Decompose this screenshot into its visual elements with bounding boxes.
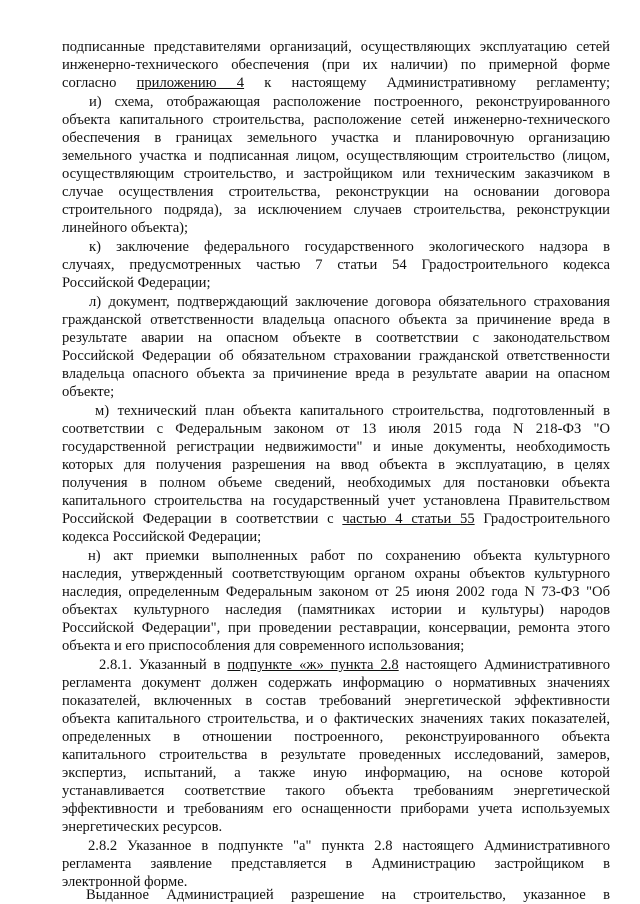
text-line: объектах культурного наследия (памятниках истории и культуры) народов [62,602,610,618]
text-run: Российской Федерации в соответствии с [62,511,343,527]
text-line: регламента документ должен содержать информацию о нормативных значениях [62,675,610,691]
text-line: объекта капитального строительства, расположение сетей инженерно-технического [62,112,610,128]
text-run: к настоящему Административному регламенту; [244,75,610,91]
text-line: определенных в отношении построенного, реконструированного объекта [62,729,610,745]
text-line: Российской Федерации", при проведении реставрации, консервации, ремонта этого [62,620,610,636]
text-line: владельца опасного объекта за причинение вреда в результате аварии на опасном [62,366,610,382]
text-line: наследия, утвержденный соответствующим органом охраны объектов культурного [62,566,610,582]
text-run: Градостроительного [474,511,610,527]
text-line: наследия, определенным Федеральным законом от 25 июня 2002 года N 73-ФЗ "Об [62,584,610,600]
text-line: л) документ, подтверждающий заключение договора обязательного страхования [89,294,610,310]
text-line [99,656,610,674]
text-line: гражданской ответственности владельца опасного объекта за причинение вреда в [62,312,610,328]
text-line: результате аварии на опасном объекте в соответствии с законодательством [62,330,610,346]
text-line: м) технический план объекта капитального строительства, подготовленный в [95,403,610,419]
text-line: государственной регистрации недвижимости" и иные документы, необходимость [62,439,610,455]
text-line: Российской Федерации об обязательном страховании гражданской ответственности [62,348,610,364]
text-line: н) акт приемки выполненных работ по сохранению объекта культурного [88,548,610,564]
text-line: Выданное Администрацией разрешение на строительство, указанное в [86,887,610,903]
text-run: настоящего Административного [398,657,610,673]
text-line: и) схема, отображающая расположение построенного, реконструированного [89,94,610,110]
text-line: получения в полном объеме сведений, необходимых для постановки объекта [62,475,610,491]
text-line: земельного участка и подписанная лицом, осуществляющим строительство (лицом, [62,148,610,164]
text-line: экспертиз, испытаний, а также иную информацию, на основе которой [62,765,610,781]
text-line: Российской Федерации; [62,275,211,291]
text-line [62,510,610,528]
text-line: случае осуществления строительства, реконструкции на основании договора [62,184,610,200]
text-line: объекта и его приспособления для современного использования; [62,638,465,654]
text-run: согласно [62,75,137,91]
text-line: объекта капитального строительства, и о фактических значениях таких показателей, [62,711,610,727]
text-line: объекте; [62,384,115,400]
text-line [62,74,610,92]
text-line: случаях, предусмотренных частью 7 статьи 54 Градостроительного кодекса [62,257,610,273]
subclause-zh-link[interactable]: подпункте «ж» пункта 2.8 [227,657,399,673]
text-line: линейного объекта); [62,220,189,236]
text-line: подписанные представителями организаций, осуществляющих эксплуатацию сетей [62,39,610,55]
text-line: к) заключение федерального государственного экологического надзора в [89,239,610,255]
text-line: инженерно-технического обеспечения (при их наличии) по примерной форме [62,57,610,73]
part-4-article-55-link[interactable]: частью 4 статьи 55 [342,511,475,527]
text-line: соответствии с Федеральным законом от 13 июля 2015 года N 218-ФЗ "О [62,421,610,437]
text-line: которых для получения разрешения на ввод объекта в эксплуатацию, в целях [62,457,610,473]
text-line: капитального строительства в результате проведенных исследований, замеров, [62,747,610,763]
text-line: 2.8.2 Указанное в подпункте "а" пункта 2.8 настоящего Административного [88,838,610,854]
appendix-4-link[interactable]: приложению 4 [136,75,245,91]
text-line: строительного подряда), за исключением случаев строительства, реконструкции [62,202,610,218]
text-line: электронной форме. [62,874,188,890]
text-line: обеспечения в границах земельного участка и планировочную организацию [62,130,610,146]
text-line: показателей, включенных в состав требований энергетической эффективности [62,693,610,709]
text-run: 2.8.1. Указанный в [99,657,228,673]
text-line: эффективности и требованиям его оснащенности приборами учета используемых [62,801,610,817]
text-line: устанавливается соответствие такого объекта требованиям энергетической [62,783,610,799]
text-line: капитального строительства на государственный учет установлена Правительством [62,493,610,509]
text-line: энергетических ресурсов. [62,819,223,835]
text-line: кодекса Российской Федерации; [62,529,262,545]
text-line: регламента заявление представляется в Администрацию застройщиком в [62,856,610,872]
text-line: осуществляющим строительство, и застройщиком или техническим заказчиком в [62,166,610,182]
